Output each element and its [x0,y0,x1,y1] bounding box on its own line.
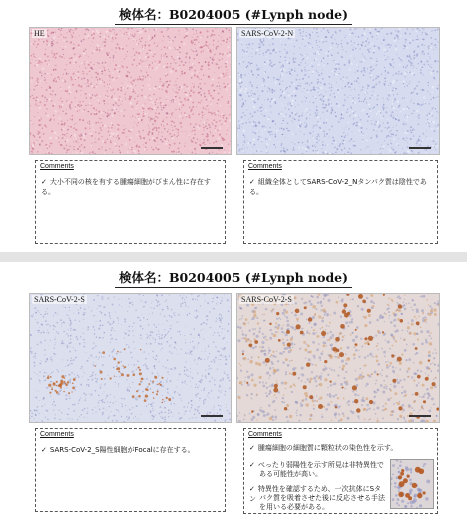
comment-line: ✓ 特異性を確認するため、一次抗体にSタン [249,485,382,503]
comments-box-left [35,160,226,244]
comment-line: ✓ 腫瘍細胞の細胞質に顆粒状の染色性を示す。 [249,444,398,452]
check-icon: ✓ [249,444,255,452]
check-icon: ✓ [249,485,255,493]
comments-heading: Comments [40,163,74,170]
comments-box-left [35,428,226,512]
scale-bar [409,415,431,417]
s-highmag-image-panel [236,293,440,423]
ihc-n-tissue-image [237,28,439,154]
slide-separator [0,252,467,262]
check-icon: ✓ [41,178,47,186]
panel-label: SARS-CoV-2-S [34,295,85,304]
slide-2-title: 検体名：B0204005 (#Lynph node) [0,268,467,288]
comment-line: パク質を吸着させた後に反応させる手法 [259,494,385,502]
comments-heading: Comments [248,163,282,170]
comment-line: ✓ べったり弱陽性を示す所見は非特異性で [249,461,384,469]
panel-label: SARS-CoV-2-N [241,29,294,38]
ihc-s-lowmag-tissue-image [30,294,231,422]
comments-box-right [243,160,438,244]
panel-label: HE [34,29,45,38]
he-image-panel [29,27,232,155]
comments-heading: Comments [248,431,282,438]
comment-line: ある可能性が高い。 [259,470,322,478]
comments-heading: Comments [40,431,74,438]
scale-bar [201,147,223,149]
ihc-s-highmag-tissue-image [237,294,439,422]
slide-1 [0,0,467,252]
check-icon: ✓ [249,461,255,469]
comment-line: ✓ SARS-CoV-2_S陽性細胞がFocalに存在する。 [41,446,195,454]
scale-bar [409,147,431,149]
comments-box-right [243,428,438,514]
specimen-id: B0204005 (#Lynph node) [168,7,349,22]
s-lowmag-image-panel [29,293,232,423]
slide-2 [0,262,467,514]
check-icon: ✓ [41,446,47,454]
comment-line: ✓ 組織全体としてSARS-CoV-2_Nタンパク質は陰性である。 [249,178,427,196]
comment-line: を用いる必要がある。 [259,503,329,511]
check-icon: ✓ [249,178,255,186]
specimen-id: B0204005 (#Lynph node) [168,270,349,285]
inset-tissue-image [391,460,433,508]
inset-micrograph [390,459,434,509]
he-tissue-image [30,28,231,154]
scale-bar [201,415,223,417]
panel-label: SARS-CoV-2-S [241,295,292,304]
comment-line: ✓ 大小不同の核を有する腫瘍細胞がびまん性に存在する。 [41,178,211,196]
slide-1-title: 検体名：B0204005 (#Lynph node) [0,5,467,25]
n-image-panel [236,27,440,155]
